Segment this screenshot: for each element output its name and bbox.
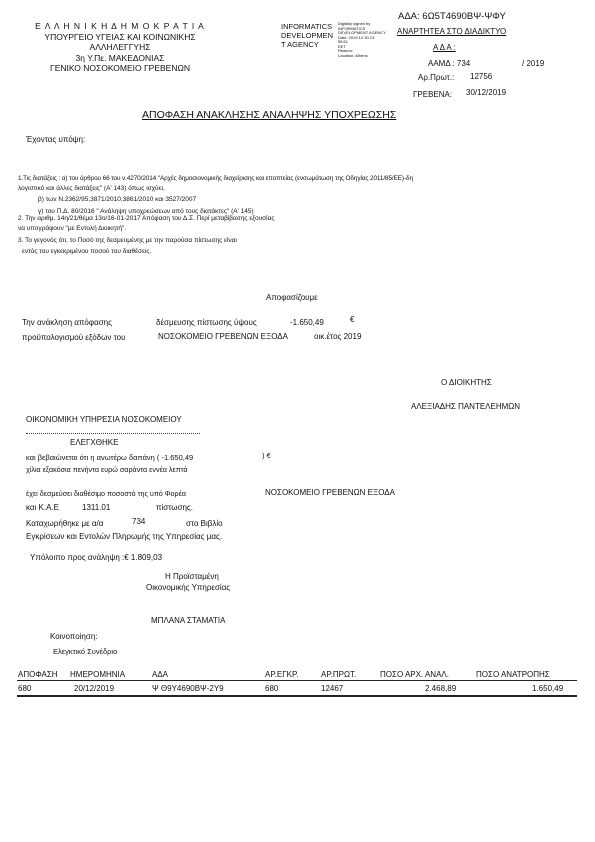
desmeusis-label: δέσμευσης πίστωσης ύψους <box>156 318 257 327</box>
oikonomiki-ypiresia: ΟΙΚΟΝΟΜΙΚΗ ΥΠΗΡΕΣΙΑ ΝΟΣΟΚΟΜΕΙΟΥ <box>26 415 182 424</box>
paragraph-3: 3. Το γεγονός ότι, το Ποσό της δεσμευμένης με την παρούσα πίστωσης είναι <box>18 237 237 244</box>
kataxorithike: Καταχωρήθηκε με α/α <box>26 519 104 528</box>
proistameni: Η Προϊσταμένη <box>165 572 219 581</box>
col-header-ada: ΑΔΑ <box>152 670 169 679</box>
apofasizoume: Αποφασίζουμε <box>266 293 318 302</box>
header-line-republic: Ε Λ Λ Η Ν Ι Κ Η Δ Η Μ Ο Κ Ρ Α Τ Ι Α <box>35 21 205 31</box>
echei-desmeusei: έχει δεσμεύσει διαθέσιμο ποσοστό της υπό Φορέα <box>26 489 186 498</box>
header-line-ministry-2: ΑΛΛΗΛΕΓΓΥΗΣ <box>89 42 151 52</box>
forea-value: ΝΟΣΟΚΟΜΕΙΟ ΓΡΕΒΕΝΩΝ ΕΞΟΔΑ <box>265 488 395 497</box>
pistosis-label: πίστωσης. <box>156 503 193 512</box>
page-title: ΑΠΟΦΑΣΗ ΑΝΑΚΛΗΣΗΣ ΑΝΑΛΗΨΗΣ ΥΠΟΧΡΕΩΣΗΣ <box>142 109 397 121</box>
paragraph-1c: β) των Ν.2362/95,3871/2010,3861/2010 και 3527/2007 <box>38 196 197 203</box>
kae-value: 1311.01 <box>82 503 111 512</box>
cell-ar-egkr: 680 <box>265 684 279 693</box>
kae-label: και Κ.Α.Ε <box>26 503 59 512</box>
aamd-label: ΑΑΜΔ : 734 <box>428 59 471 68</box>
aamd-year: / 2019 <box>522 59 545 68</box>
dioikitis-title: Ο ΔΙΟΙΚΗΤΗΣ <box>441 378 492 387</box>
anartitea-label: ΑΝΑΡΤΗΤΕΑ ΣΤΟ ΔΙΑΔΙΚΤΥΟ <box>397 27 507 36</box>
ar-prot-label: Αρ.Πρωτ.: <box>418 73 455 82</box>
amount-in-words: χίλια εξακόσια πενήντα ευρώ σαράντα εννέα λεπτά <box>26 465 188 474</box>
col-header-apofasi: ΑΠΟΦΑΣΗ <box>18 670 58 679</box>
anaklisi-label: Την ανάκληση απόφασης <box>22 318 112 327</box>
nosokomeio-line: ΝΟΣΟΚΟΜΕΙΟ ΓΡΕΒΕΝΩΝ ΕΞΟΔΑ <box>158 332 288 341</box>
oik-etos: οικ.έτος 2019 <box>314 332 362 341</box>
proypologismou-label: προϋπολογισμού εξόδων του <box>22 333 126 342</box>
cell-poso-anatropis: 1.650,49 <box>532 684 564 693</box>
bebaionetai-line: και βεβαιώνεται ότι η ανωτέρω δαπάνη ( -1.650,49 <box>26 453 194 462</box>
ada-code: ΑΔΑ: 6Ω5Τ4690ΒΨ-ΨΦΥ <box>398 11 506 22</box>
elegxthike: ΕΛΕΓΧΘΗΚΕ <box>70 438 119 447</box>
header-line-hospital: ΓΕΝΙΚΟ ΝΟΣΟΚΟΜΕΙΟ ΓΡΕΒΕΝΩΝ <box>50 63 190 73</box>
ar-prot-value: 12756 <box>470 72 493 81</box>
table-header-rule <box>17 680 577 681</box>
table-bottom-rule <box>17 695 577 697</box>
ada-label: Α Δ Α : <box>433 43 456 52</box>
dioikitis-name: ΑΛΕΞΙΑΔΗΣ ΠΑΝΤΕΛΕΗΜΩΝ <box>411 402 521 411</box>
sto-biblio: στο Βιβλίο <box>186 519 223 528</box>
cell-date: 20/12/2019 <box>74 684 115 693</box>
header-left-block <box>20 21 220 74</box>
euro-sign: € <box>350 315 355 324</box>
col-header-poso-anatropis: ΠΟΣΟ ΑΝΑΤΡΟΠΗΣ <box>476 670 550 679</box>
ypoloipo: Υπόλοιπο προς ανάληψη :€ 1.809,03 <box>30 553 163 562</box>
echontas-ypopsi: Έχοντας υπόψη: <box>26 135 86 144</box>
paragraph-2b: να υπογράφουν "με Εντολή Διοικητή". <box>18 225 127 232</box>
egkriseon: Εγκρίσεων και Εντολών Πληρωμής της Υπηρεσίας μας. <box>26 532 223 541</box>
paragraph-1d: γ) του Π.Δ. 80/2016 " Ανάληψη υποχρεώσεων από τους διατάκτες" (Α' 145) <box>38 208 254 215</box>
header-line-ministry: ΥΠΟΥΡΓΕΙΟ ΥΓΕΙΑΣ ΚΑΙ ΚΟΙΝΩΝΙΚΗΣ <box>44 31 196 42</box>
stamp-details: Digitally signed by INFORMATICS DEVELOPMENT AGENCY Date: 2019.12.30 13: 55:51 EET Reason: Location: Athens <box>338 21 386 58</box>
paragraph-3b: εντός του εγκεκριμένου ποσού του διαθέσεις. <box>22 248 152 255</box>
col-header-poso-arx: ΠΟΣΟ ΑΡΧ. ΑΝΑΛ. <box>380 670 449 679</box>
paragraph-2: 2. Την αριθμ. 14η/21/θέμα 13ο/16-01-2017 Απόφαση του Δ.Σ. Περί μεταβίβασης εξουσίας <box>18 215 275 222</box>
paragraph-1: 1.Τις διατάξεις : α) του άρθρου 66 του ν.4270/2014 "Αρχές δημοσιονομικής διαχείρισης και εποπτείας (ενσωμάτωση της Οδηγίας 2011/85/ΕΕ)-δη <box>18 175 413 182</box>
signer-name: ΜΠΛΑΝΑ ΣΤΑΜΑΤΙΑ <box>151 616 226 625</box>
oik-ypiresias: Οικονομικής Υπηρεσίας <box>146 583 231 592</box>
paragraph-1b: λογιστικό και άλλες διατάξεις" (Α' 143) όπως ισχύει, <box>18 185 165 192</box>
cell-ada: Ψ Θ9Υ4690ΒΨ-2Υ9 <box>152 684 224 693</box>
bebaionetai-end: ) € <box>262 451 271 460</box>
grevena-label: ΓΡΕΒΕΝΑ: <box>413 90 453 99</box>
cell-apofasi: 680 <box>18 684 32 693</box>
cell-poso-arx: 2.468,89 <box>425 684 457 693</box>
col-header-ar-prot: ΑΡ.ΠΡΩΤ. <box>321 670 357 679</box>
aa-value: 734 <box>132 517 146 526</box>
col-header-ar-egkr: ΑΡ.ΕΓΚΡ. <box>265 670 299 679</box>
cell-ar-prot: 12467 <box>321 684 344 693</box>
koinopoiisi: Κοινοποίηση: <box>50 632 98 641</box>
amount-value: -1.650,49 <box>290 318 324 327</box>
stamp-title: INFORMATICS DEVELOPMEN T AGENCY <box>281 22 334 49</box>
col-header-date: ΗΜΕΡΟΜΗΝΙΑ <box>70 670 126 679</box>
date-value: 30/12/2019 <box>466 88 507 97</box>
elegktiko-synedrio: Ελεγκτικό Συνέδριο <box>53 647 118 656</box>
dotted-separator <box>26 433 200 434</box>
header-line-ype: 3η Υ.Πε. ΜΑΚΕΔΟΝΙΑΣ <box>75 52 165 63</box>
